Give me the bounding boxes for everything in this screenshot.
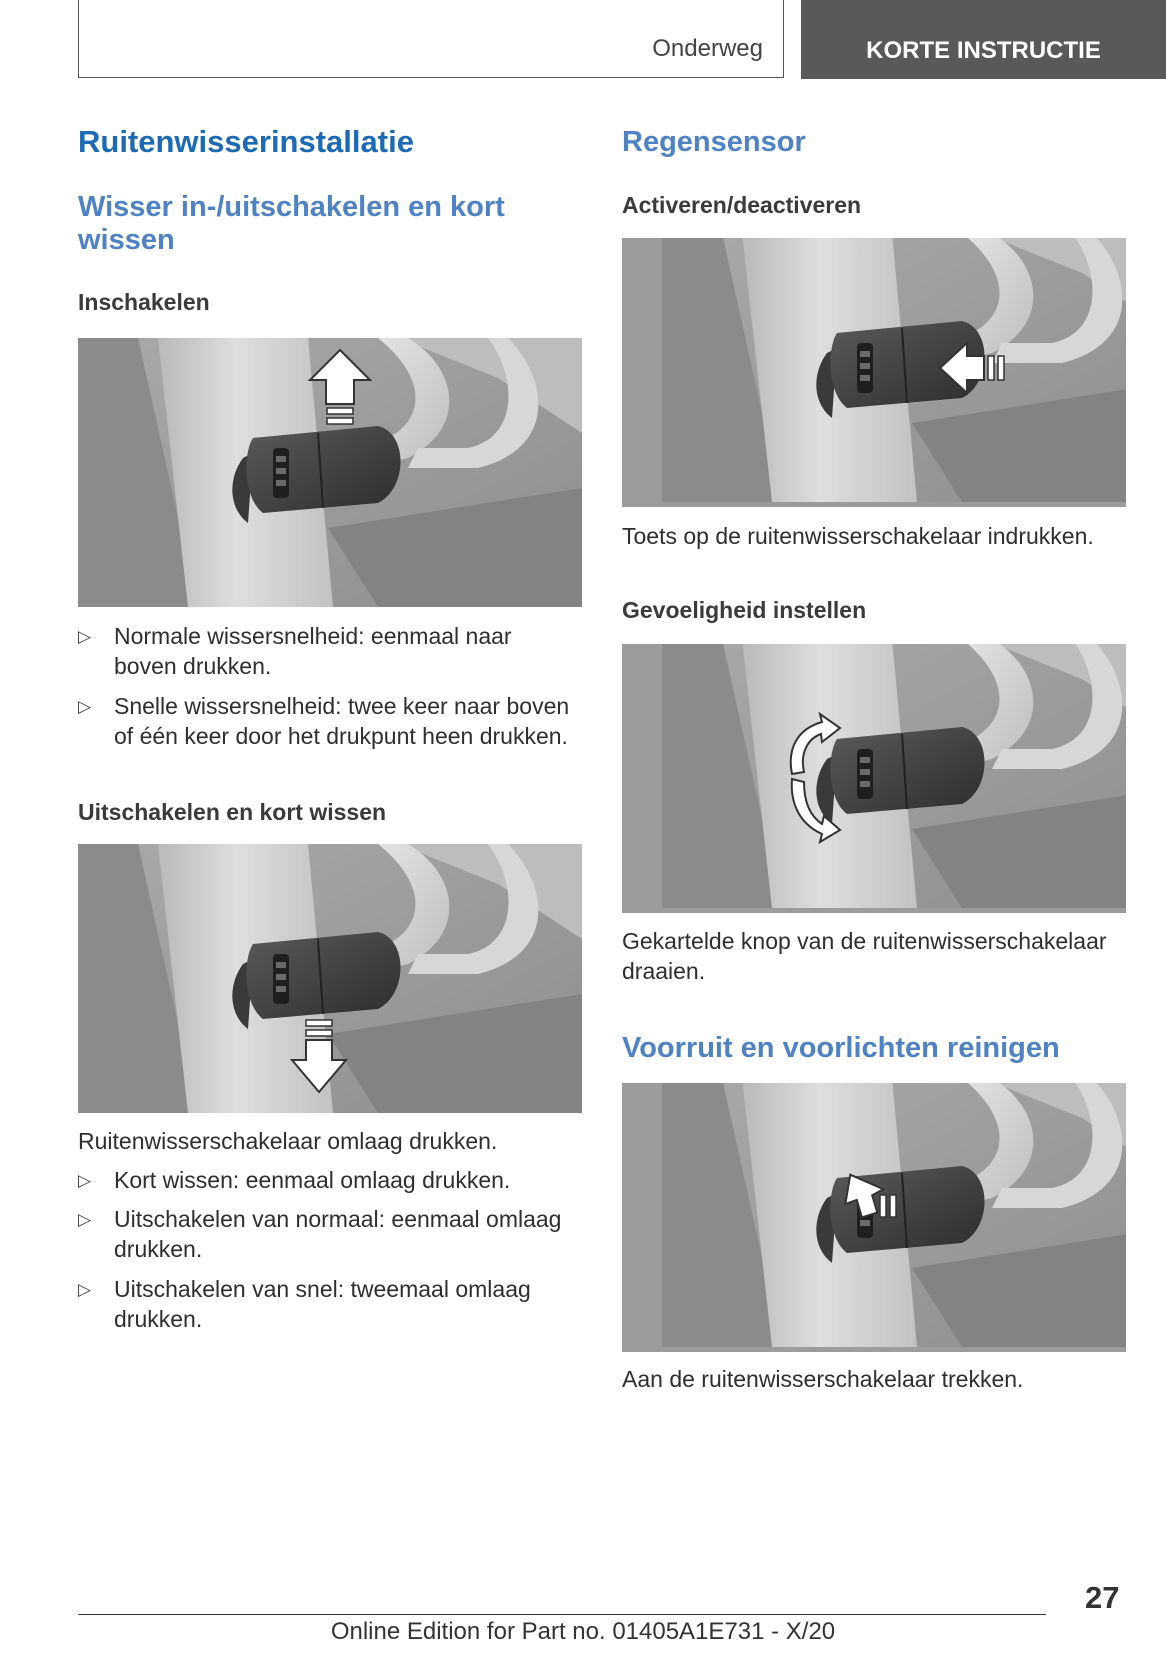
regensensor-title: Regensensor — [622, 126, 806, 158]
bullet-marker-icon: ▷ — [78, 1210, 92, 1229]
subsection-title: Wisser in-/uitschakelen en kort wissen — [78, 191, 505, 256]
gevoeligheid-caption: Gekartelde knop van de ruitenwisserschakelaar draaien. — [622, 928, 1107, 984]
page-number: 27 — [1085, 1580, 1120, 1615]
header-box — [78, 0, 784, 78]
inschakelen-heading: Inschakelen — [78, 289, 210, 315]
uitschakelen-heading: Uitschakelen en kort wissen — [78, 799, 387, 825]
bullet-marker-icon: ▷ — [78, 627, 92, 646]
activeren-heading: Activeren/deactiveren — [622, 192, 862, 218]
header-section: Onderweg — [652, 35, 763, 62]
reinigen-title: Voorruit en voorlichten reinigen — [622, 1032, 1060, 1064]
bullet-marker-icon: ▷ — [78, 697, 92, 716]
activeren-caption: Toets op de ruitenwisserschakelaar indrukken. — [622, 523, 1094, 549]
footer-edition: Online Edition for Part no. 01405A1E731 - X/20 — [330, 1618, 836, 1645]
reinigen-caption: Aan de ruitenwisserschakelaar trekken. — [622, 1366, 1024, 1392]
bullet-item: ▷ Uitschakelen van normaal: eenmaal omlaag drukken. — [78, 1206, 562, 1262]
header-chapter-label: KORTE INSTRUCTIE — [866, 36, 1101, 64]
figure-switch-off — [78, 844, 582, 1113]
bullet-item: ▷ Snelle wissersnelheid: twee keer naar boven of één keer door het drukpunt heen drukken. — [78, 693, 570, 749]
figure-rain-sensor-button — [622, 238, 1126, 507]
figure-washer-pull — [622, 1083, 1126, 1352]
gevoeligheid-heading: Gevoeligheid instellen — [622, 597, 867, 623]
bullet-item: ▷ Normale wissersnelheid: eenmaal naar boven drukken. — [78, 623, 512, 679]
bullet-marker-icon: ▷ — [78, 1280, 92, 1299]
figure-switch-on — [78, 338, 582, 607]
section-title: Ruitenwisserinstallatie — [78, 124, 414, 159]
bullet-item: ▷ Kort wissen: eenmaal omlaag drukken. — [78, 1165, 578, 1195]
figure-sensitivity-knob — [622, 644, 1126, 913]
footer-divider — [78, 1614, 1046, 1615]
bullet-marker-icon: ▷ — [78, 1171, 92, 1190]
bullet-item: ▷ Uitschakelen van snel: tweemaal omlaag drukken. — [78, 1276, 531, 1332]
uitschakelen-intro: Ruitenwisserschakelaar omlaag drukken. — [78, 1128, 498, 1154]
header-chapter-tab[interactable] — [801, 0, 1166, 79]
